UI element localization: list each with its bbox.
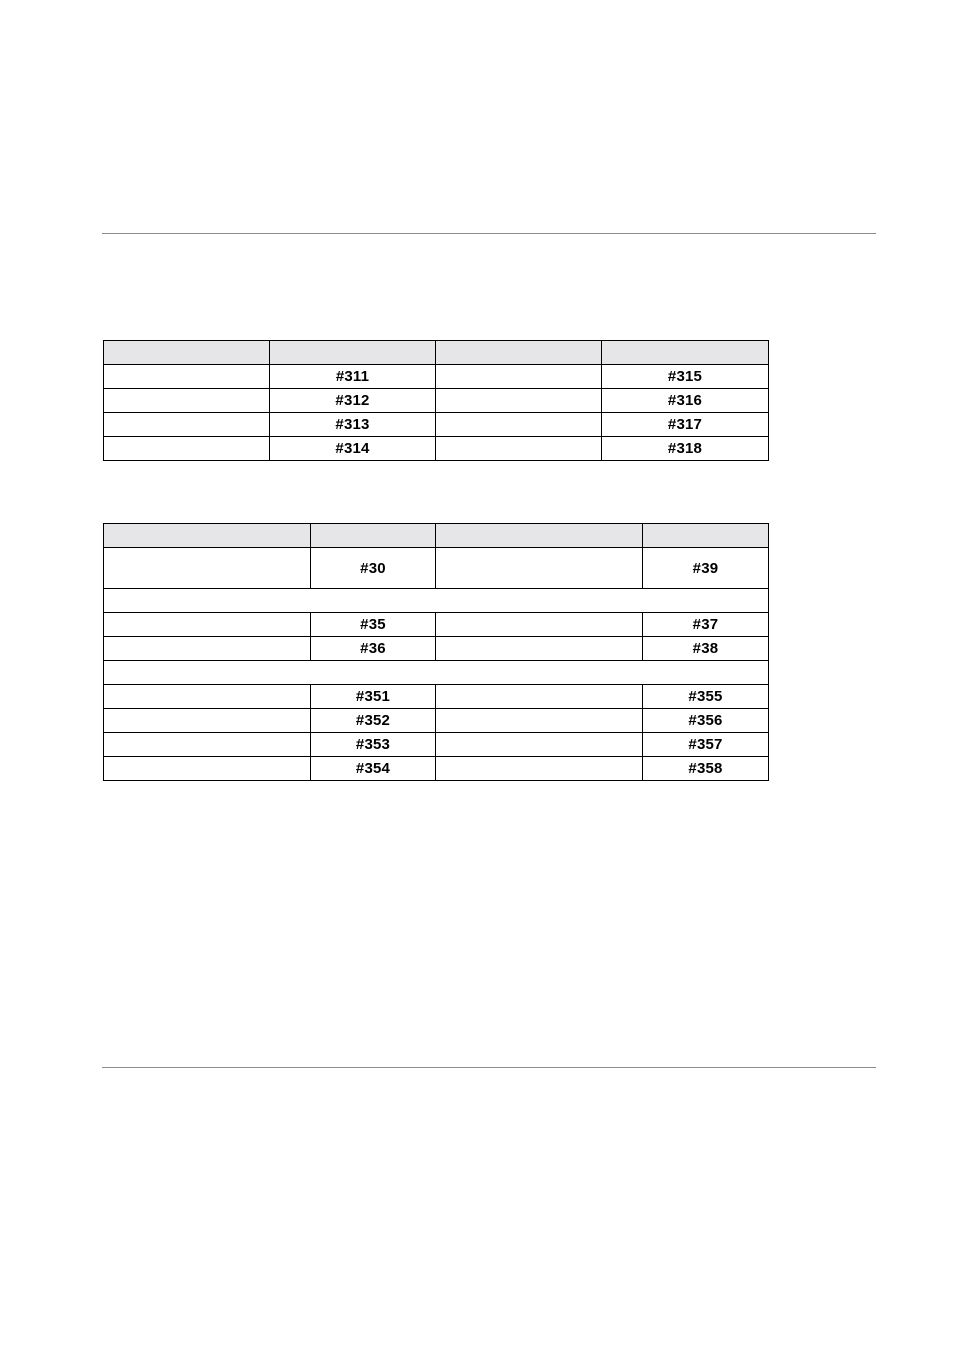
header-cell	[104, 341, 270, 365]
table-row	[104, 389, 769, 413]
table-cell	[436, 548, 643, 589]
table-cell: #318	[602, 437, 769, 461]
table-row	[104, 637, 769, 661]
table-cell: #36	[311, 637, 436, 661]
table-cell	[436, 709, 643, 733]
table-cell: #315	[602, 365, 769, 389]
table-cell: #38	[643, 637, 769, 661]
table-cell	[436, 613, 643, 637]
table-cell: #39	[643, 548, 769, 589]
header-cell	[104, 524, 311, 548]
table-cell	[436, 757, 643, 781]
table-cell	[104, 437, 270, 461]
table-cell: #351	[311, 685, 436, 709]
header-cell	[436, 341, 602, 365]
table-cell: #312	[270, 389, 436, 413]
table-cell	[436, 685, 643, 709]
table-row	[104, 613, 769, 637]
table-cell	[436, 389, 602, 413]
table-row	[104, 709, 769, 733]
table-cell: #358	[643, 757, 769, 781]
table-cell	[104, 548, 311, 589]
table-cell	[104, 365, 270, 389]
top-divider	[102, 233, 876, 234]
table-cell	[104, 757, 311, 781]
table-row	[104, 413, 769, 437]
table-cell	[104, 413, 270, 437]
table-row	[104, 437, 769, 461]
table-cell: #317	[602, 413, 769, 437]
bottom-divider	[102, 1067, 876, 1068]
table-cell: #357	[643, 733, 769, 757]
section-row	[104, 589, 769, 613]
table-cell	[104, 709, 311, 733]
table-cell: #314	[270, 437, 436, 461]
table-header-row	[104, 341, 769, 365]
table-cell	[436, 733, 643, 757]
table-cell	[104, 637, 311, 661]
table-cell	[436, 437, 602, 461]
table-cell: #353	[311, 733, 436, 757]
header-cell	[436, 524, 643, 548]
section-row	[104, 661, 769, 685]
table-cell	[436, 637, 643, 661]
header-cell	[643, 524, 769, 548]
header-cell	[270, 341, 436, 365]
table-row	[104, 733, 769, 757]
table-cell: #352	[311, 709, 436, 733]
table-cell: #313	[270, 413, 436, 437]
table-cell: #316	[602, 389, 769, 413]
reference-table-2	[103, 523, 769, 781]
table-cell: #356	[643, 709, 769, 733]
table-row	[104, 365, 769, 389]
table-cell	[436, 365, 602, 389]
table-cell: #311	[270, 365, 436, 389]
table-cell: #30	[311, 548, 436, 589]
reference-table-1	[103, 340, 769, 461]
table-cell	[104, 733, 311, 757]
table-cell: #355	[643, 685, 769, 709]
header-cell	[311, 524, 436, 548]
header-cell	[602, 341, 769, 365]
table-cell	[104, 389, 270, 413]
section-cell	[104, 589, 769, 613]
table-cell: #37	[643, 613, 769, 637]
table-row	[104, 685, 769, 709]
table-cell	[104, 613, 311, 637]
table-cell: #35	[311, 613, 436, 637]
table-cell	[436, 413, 602, 437]
table-row	[104, 548, 769, 589]
section-cell	[104, 661, 769, 685]
table-cell	[104, 685, 311, 709]
table-row	[104, 757, 769, 781]
table-cell: #354	[311, 757, 436, 781]
table-header-row	[104, 524, 769, 548]
